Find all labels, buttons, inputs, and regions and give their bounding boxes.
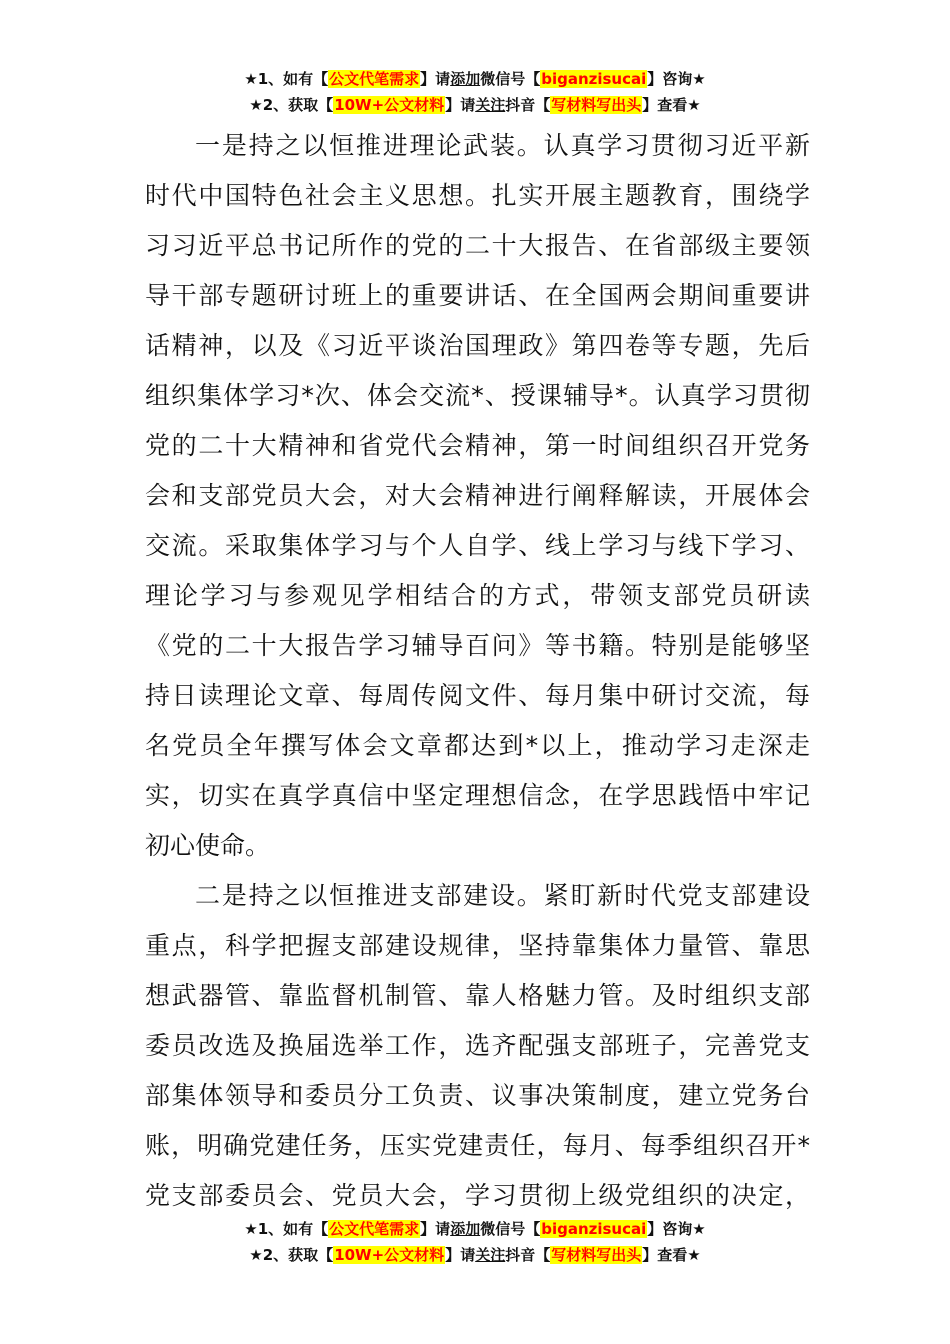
underlined-text: 关注 — [475, 1246, 506, 1264]
banner-text: ★2、获取【 — [249, 1246, 334, 1264]
paragraph-line: 习习近平总书记所作的党的二十大报告、在省部级主要领 — [145, 231, 810, 260]
banner-text: ★1、如有【 — [244, 70, 329, 88]
banner-text: 微信号【 — [480, 1220, 541, 1238]
paragraph-line: 党的二十大精神和省党代会精神，第一时间组织召开党务 — [145, 431, 810, 460]
paragraph-line: 党支部委员会、党员大会，学习贯彻上级党组织的决定， — [145, 1181, 810, 1210]
paragraph-line: 委员改选及换届选举工作，选齐配强支部班子，完善党支 — [145, 1031, 810, 1060]
paragraph-line: 会和支部党员大会，对大会精神进行阐释解读，开展体会 — [145, 481, 810, 510]
underlined-text: 添加 — [450, 1220, 481, 1238]
paragraph-line: 名党员全年撰写体会文章都达到*以上，推动学习走深走 — [145, 731, 810, 760]
paragraph-line: 实，切实在真学真信中坚定理想信念，在学思践悟中牢记 — [145, 781, 810, 810]
banner-text: ★1、如有【 — [244, 1220, 329, 1238]
highlight-text: 公文代笔需求 — [329, 1220, 420, 1238]
paragraph-line: 时代中国特色社会主义思想。扎实开展主题教育，围绕学 — [145, 181, 810, 210]
document-body — [145, 121, 810, 1221]
paragraph-line: 《党的二十大报告学习辅导百问》等书籍。特别是能够坚 — [145, 631, 810, 660]
banner-line-2 — [0, 1242, 950, 1268]
paragraph-line: 二是持之以恒推进支部建设。紧盯新时代党支部建设 — [195, 881, 810, 910]
highlight-text: 写材料写出头 — [551, 96, 642, 114]
banner-text: 】请 — [445, 1246, 476, 1264]
paragraph-line: 初心使命。 — [145, 831, 271, 860]
paragraph-line: 话精神，以及《习近平谈治国理政》第四卷等专题，先后 — [145, 331, 810, 360]
banner-text: 抖音【 — [505, 96, 551, 114]
paragraph-line: 导干部专题研讨班上的重要讲话、在全国两会期间重要讲 — [145, 281, 810, 310]
banner-text: 微信号【 — [480, 70, 541, 88]
banner-text: 】咨询★ — [647, 70, 706, 88]
highlight-text: 公文代笔需求 — [329, 70, 420, 88]
paragraph-line: 组织集体学习*次、体会交流*、授课辅导*。认真学习贯彻 — [145, 381, 810, 410]
paragraph-line: 理论学习与参观见学相结合的方式，带领支部党员研读 — [145, 581, 810, 610]
paragraph-line: 想武器管、靠监督机制管、靠人格魅力管。及时组织支部 — [145, 981, 810, 1010]
banner-line-1 — [0, 66, 950, 92]
banner-text: 】请 — [445, 96, 476, 114]
underlined-text: 添加 — [450, 70, 481, 88]
banner-text: 】查看★ — [642, 96, 701, 114]
banner-text: 】咨询★ — [647, 1220, 706, 1238]
banner-line-1 — [0, 1216, 950, 1242]
banner-line-2 — [0, 92, 950, 118]
highlight-text: biganzisucai — [541, 1220, 647, 1238]
highlight-text: biganzisucai — [541, 70, 647, 88]
paragraph-line: 持日读理论文章、每周传阅文件、每月集中研讨交流，每 — [145, 681, 810, 710]
paragraph-line: 重点，科学把握支部建设规律，坚持靠集体力量管、靠思 — [145, 931, 810, 960]
banner-text: 】查看★ — [642, 1246, 701, 1264]
paragraph-line: 账，明确党建任务，压实党建责任，每月、每季组织召开* — [145, 1131, 810, 1160]
banner-text: 】请 — [420, 70, 451, 88]
banner-text: 抖音【 — [505, 1246, 551, 1264]
banner-text: 】请 — [420, 1220, 451, 1238]
highlight-text: 10W+公文材料 — [334, 1246, 445, 1264]
paragraph-line: 一是持之以恒推进理论武装。认真学习贯彻习近平新 — [195, 131, 810, 160]
footer-banner — [0, 1216, 950, 1268]
highlight-text: 写材料写出头 — [551, 1246, 642, 1264]
underlined-text: 关注 — [475, 96, 506, 114]
header-banner — [0, 66, 950, 118]
banner-text: ★2、获取【 — [249, 96, 334, 114]
paragraph-line: 部集体领导和委员分工负责、议事决策制度，建立党务台 — [145, 1081, 810, 1110]
paragraph-line: 交流。采取集体学习与个人自学、线上学习与线下学习、 — [145, 531, 810, 560]
highlight-text: 10W+公文材料 — [334, 96, 445, 114]
